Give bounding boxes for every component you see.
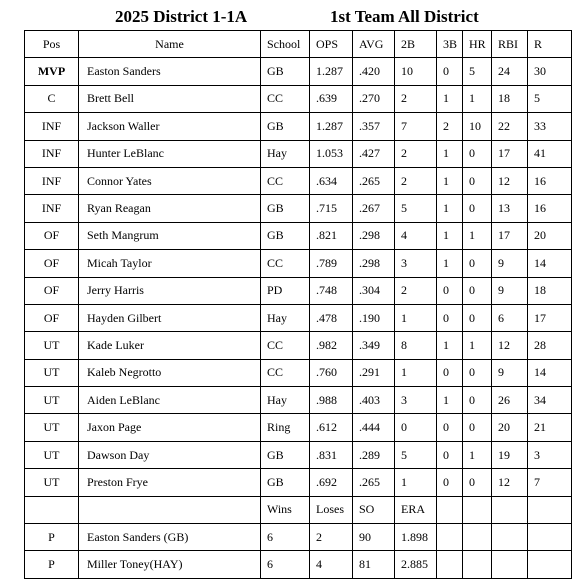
pitching-col-header-era: ERA [395, 496, 437, 523]
avg-cell: .291 [353, 359, 395, 386]
player-row [25, 469, 572, 496]
r-cell: 20 [528, 222, 572, 249]
position-cell: INF [25, 140, 79, 167]
rbi-cell: 22 [492, 113, 528, 140]
district-title: 2025 District 1-1A [115, 7, 248, 26]
rbi-cell: 6 [492, 304, 528, 331]
player-name-cell: Kaleb Negrotto [79, 359, 261, 386]
position-cell: OF [25, 222, 79, 249]
table-body [25, 31, 572, 579]
player-row [25, 250, 572, 277]
player-row [25, 113, 572, 140]
avg-cell: .444 [353, 414, 395, 441]
player-name-cell: Jerry Harris [79, 277, 261, 304]
player-name-cell: Easton Sanders [79, 58, 261, 85]
hr-cell: 5 [463, 58, 492, 85]
avg-cell: .267 [353, 195, 395, 222]
b3-cell: 1 [437, 332, 463, 359]
b3-cell: 0 [437, 277, 463, 304]
loses-cell: 2 [310, 524, 353, 551]
r-cell: 17 [528, 304, 572, 331]
b3-cell: 0 [437, 304, 463, 331]
position-cell: OF [25, 250, 79, 277]
position-cell: P [25, 524, 79, 551]
loses-cell: 4 [310, 551, 353, 578]
pitching-col-header-so: SO [353, 496, 395, 523]
r-cell: 16 [528, 167, 572, 194]
b3-cell: 1 [437, 85, 463, 112]
player-name-cell: Hayden Gilbert [79, 304, 261, 331]
rbi-cell: 13 [492, 195, 528, 222]
school-cell: CC [261, 85, 310, 112]
hr-cell: 0 [463, 250, 492, 277]
pitcher-row [25, 524, 572, 551]
col-header-rbi: RBI [492, 31, 528, 58]
b3-cell: 1 [437, 140, 463, 167]
ops-cell: 1.287 [310, 58, 353, 85]
position-cell: P [25, 551, 79, 578]
avg-cell: .357 [353, 113, 395, 140]
position-cell: INF [25, 195, 79, 222]
team-title: 1st Team All District [330, 7, 479, 26]
avg-cell: .265 [353, 469, 395, 496]
empty-cell [437, 551, 463, 578]
ops-cell: .692 [310, 469, 353, 496]
player-row [25, 441, 572, 468]
avg-cell: .289 [353, 441, 395, 468]
r-cell: 28 [528, 332, 572, 359]
rbi-cell: 20 [492, 414, 528, 441]
b3-cell: 1 [437, 387, 463, 414]
col-header-name: Name [79, 31, 261, 58]
b2-cell: 3 [395, 387, 437, 414]
player-name-cell: Seth Mangrum [79, 222, 261, 249]
player-row [25, 167, 572, 194]
empty-cell [463, 524, 492, 551]
r-cell: 14 [528, 250, 572, 277]
b3-cell: 1 [437, 167, 463, 194]
hr-cell: 1 [463, 85, 492, 112]
ops-cell: .634 [310, 167, 353, 194]
r-cell: 34 [528, 387, 572, 414]
ops-cell: .760 [310, 359, 353, 386]
r-cell: 33 [528, 113, 572, 140]
b3-cell: 0 [437, 359, 463, 386]
rbi-cell: 12 [492, 469, 528, 496]
hr-cell: 0 [463, 387, 492, 414]
b2-cell: 0 [395, 414, 437, 441]
hr-cell: 0 [463, 359, 492, 386]
pitching-col-header-wins: Wins [261, 496, 310, 523]
r-cell: 5 [528, 85, 572, 112]
player-row [25, 195, 572, 222]
school-cell: GB [261, 441, 310, 468]
hr-cell: 0 [463, 195, 492, 222]
b2-cell: 2 [395, 85, 437, 112]
player-row [25, 140, 572, 167]
pitcher-name-cell: Miller Toney(HAY) [79, 551, 261, 578]
school-cell: Ring [261, 414, 310, 441]
b2-cell: 2 [395, 140, 437, 167]
era-cell: 2.885 [395, 551, 437, 578]
position-cell: UT [25, 441, 79, 468]
r-cell: 30 [528, 58, 572, 85]
r-cell: 16 [528, 195, 572, 222]
b2-cell: 5 [395, 441, 437, 468]
hr-cell: 1 [463, 332, 492, 359]
ops-cell: .639 [310, 85, 353, 112]
b2-cell: 1 [395, 304, 437, 331]
school-cell: CC [261, 359, 310, 386]
rbi-cell: 26 [492, 387, 528, 414]
b2-cell: 2 [395, 167, 437, 194]
ops-cell: .821 [310, 222, 353, 249]
player-name-cell: Connor Yates [79, 167, 261, 194]
player-name-cell: Dawson Day [79, 441, 261, 468]
school-cell: CC [261, 332, 310, 359]
player-row [25, 222, 572, 249]
player-row [25, 414, 572, 441]
b2-cell: 8 [395, 332, 437, 359]
player-name-cell: Preston Frye [79, 469, 261, 496]
player-name-cell: Brett Bell [79, 85, 261, 112]
rbi-cell: 19 [492, 441, 528, 468]
hr-cell: 0 [463, 304, 492, 331]
player-row [25, 332, 572, 359]
player-row [25, 304, 572, 331]
empty-cell [463, 551, 492, 578]
so-cell: 81 [353, 551, 395, 578]
empty-cell [79, 496, 261, 523]
col-header-hr: HR [463, 31, 492, 58]
ops-cell: .789 [310, 250, 353, 277]
position-cell: INF [25, 113, 79, 140]
r-cell: 14 [528, 359, 572, 386]
b3-cell: 1 [437, 250, 463, 277]
avg-cell: .304 [353, 277, 395, 304]
avg-cell: .298 [353, 222, 395, 249]
b2-cell: 3 [395, 250, 437, 277]
hr-cell: 0 [463, 167, 492, 194]
avg-cell: .265 [353, 167, 395, 194]
position-cell: UT [25, 469, 79, 496]
wins-cell: 6 [261, 524, 310, 551]
rbi-cell: 17 [492, 222, 528, 249]
b3-cell: 1 [437, 222, 463, 249]
school-cell: GB [261, 195, 310, 222]
rbi-cell: 9 [492, 359, 528, 386]
player-row [25, 85, 572, 112]
player-name-cell: Micah Taylor [79, 250, 261, 277]
b2-cell: 10 [395, 58, 437, 85]
rbi-cell: 12 [492, 167, 528, 194]
rbi-cell: 24 [492, 58, 528, 85]
position-cell: INF [25, 167, 79, 194]
b3-cell: 0 [437, 469, 463, 496]
school-cell: GB [261, 113, 310, 140]
b3-cell: 1 [437, 195, 463, 222]
b2-cell: 1 [395, 469, 437, 496]
ops-cell: .715 [310, 195, 353, 222]
col-header-avg: AVG [353, 31, 395, 58]
b2-cell: 1 [395, 359, 437, 386]
col-header-r: R [528, 31, 572, 58]
era-cell: 1.898 [395, 524, 437, 551]
position-cell: UT [25, 414, 79, 441]
ops-cell: 1.053 [310, 140, 353, 167]
b3-cell: 0 [437, 58, 463, 85]
empty-cell [528, 496, 572, 523]
player-name-cell: Hunter LeBlanc [79, 140, 261, 167]
player-name-cell: Jaxon Page [79, 414, 261, 441]
ops-cell: .982 [310, 332, 353, 359]
pitcher-name-cell: Easton Sanders (GB) [79, 524, 261, 551]
player-row [25, 359, 572, 386]
rbi-cell: 9 [492, 250, 528, 277]
r-cell: 41 [528, 140, 572, 167]
header-row [25, 31, 572, 58]
avg-cell: .298 [353, 250, 395, 277]
hr-cell: 1 [463, 222, 492, 249]
col-header-pos: Pos [25, 31, 79, 58]
page-header [0, 7, 585, 29]
col-header-3b: 3B [437, 31, 463, 58]
position-cell: OF [25, 304, 79, 331]
school-cell: Hay [261, 387, 310, 414]
empty-cell [437, 496, 463, 523]
school-cell: PD [261, 277, 310, 304]
r-cell: 3 [528, 441, 572, 468]
rbi-cell: 17 [492, 140, 528, 167]
all-district-table [24, 30, 572, 579]
r-cell: 18 [528, 277, 572, 304]
rbi-cell: 18 [492, 85, 528, 112]
pitcher-row [25, 551, 572, 578]
empty-cell [492, 551, 528, 578]
position-cell: UT [25, 332, 79, 359]
empty-cell [437, 524, 463, 551]
pitching-col-header-loses: Loses [310, 496, 353, 523]
hr-cell: 0 [463, 140, 492, 167]
b2-cell: 4 [395, 222, 437, 249]
ops-cell: 1.287 [310, 113, 353, 140]
b2-cell: 7 [395, 113, 437, 140]
avg-cell: .190 [353, 304, 395, 331]
player-name-cell: Aiden LeBlanc [79, 387, 261, 414]
position-cell: C [25, 85, 79, 112]
player-row [25, 277, 572, 304]
b3-cell: 2 [437, 113, 463, 140]
player-name-cell: Ryan Reagan [79, 195, 261, 222]
player-name-cell: Jackson Waller [79, 113, 261, 140]
avg-cell: .427 [353, 140, 395, 167]
position-cell: UT [25, 359, 79, 386]
empty-cell [463, 496, 492, 523]
avg-cell: .270 [353, 85, 395, 112]
col-header-school: School [261, 31, 310, 58]
player-name-cell: Kade Luker [79, 332, 261, 359]
b2-cell: 5 [395, 195, 437, 222]
hr-cell: 10 [463, 113, 492, 140]
ops-cell: .988 [310, 387, 353, 414]
ops-cell: .831 [310, 441, 353, 468]
so-cell: 90 [353, 524, 395, 551]
empty-cell [528, 524, 572, 551]
ops-cell: .748 [310, 277, 353, 304]
r-cell: 21 [528, 414, 572, 441]
hr-cell: 0 [463, 277, 492, 304]
player-row [25, 387, 572, 414]
col-header-ops: OPS [310, 31, 353, 58]
rbi-cell: 9 [492, 277, 528, 304]
empty-cell [492, 524, 528, 551]
hr-cell: 0 [463, 469, 492, 496]
avg-cell: .403 [353, 387, 395, 414]
wins-cell: 6 [261, 551, 310, 578]
avg-cell: .349 [353, 332, 395, 359]
empty-cell [25, 496, 79, 523]
pitching-header-row [25, 496, 572, 523]
ops-cell: .612 [310, 414, 353, 441]
position-cell: MVP [25, 58, 79, 85]
player-row [25, 58, 572, 85]
school-cell: GB [261, 58, 310, 85]
col-header-2b: 2B [395, 31, 437, 58]
r-cell: 7 [528, 469, 572, 496]
empty-cell [492, 496, 528, 523]
school-cell: Hay [261, 140, 310, 167]
avg-cell: .420 [353, 58, 395, 85]
school-cell: CC [261, 250, 310, 277]
school-cell: Hay [261, 304, 310, 331]
empty-cell [528, 551, 572, 578]
rbi-cell: 12 [492, 332, 528, 359]
school-cell: CC [261, 167, 310, 194]
b3-cell: 0 [437, 414, 463, 441]
hr-cell: 0 [463, 414, 492, 441]
hr-cell: 1 [463, 441, 492, 468]
position-cell: UT [25, 387, 79, 414]
b2-cell: 2 [395, 277, 437, 304]
ops-cell: .478 [310, 304, 353, 331]
school-cell: GB [261, 469, 310, 496]
position-cell: OF [25, 277, 79, 304]
school-cell: GB [261, 222, 310, 249]
b3-cell: 0 [437, 441, 463, 468]
